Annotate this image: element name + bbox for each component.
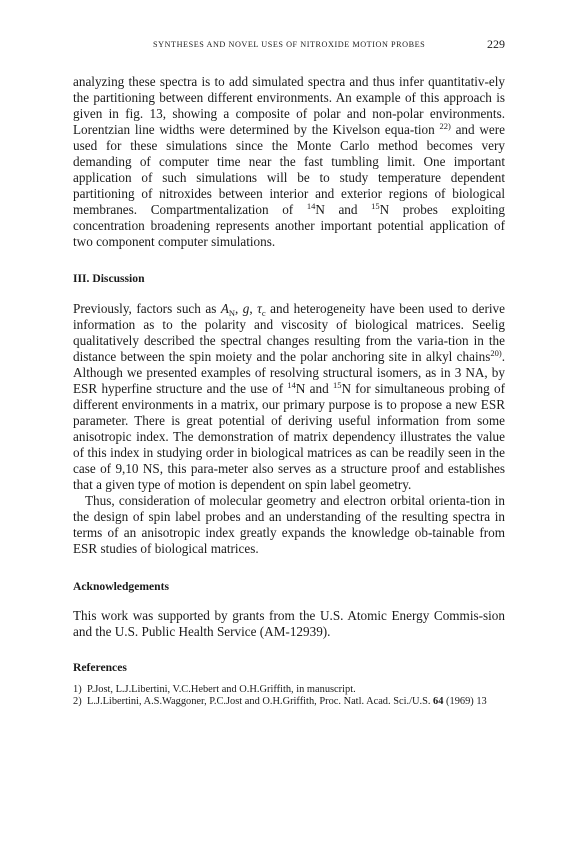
discussion-paragraph-2: Thus, consideration of molecular geometry and electron orbital orienta-tion in the design of spin label probes and an understanding of the resulting spectra in terms of an anisotropic index greatly expands the knowledge ob-tainable from ESR studies of biological matrices. — [73, 492, 505, 556]
symbol-tau: τ — [257, 301, 262, 317]
running-title: SYNTHESES AND NOVEL USES OF NITROXIDE MOTION PROBES — [153, 40, 426, 49]
reference-item: 2) L.J.Libertini, A.S.Waggoner, P.C.Jost and O.H.Griffith, Proc. Natl. Acad. Sci./U.S. 64 (1969) 13 — [73, 696, 487, 708]
isotope-14-mark: 14 — [306, 200, 316, 211]
isotope-15-mark: 15 — [371, 200, 380, 211]
discussion-paragraph-1: Previously, factors such as $A_N$, g, $\tau_c$ and heterogeneity have been used to derive information as to the polarity and viscosity of biological matrices. Seelig qualitatively described the spectral changes resulting from the varia-tion in the distance between the spin moiety and the polar anchoring site in alkyl chains$^{20)}$. Although we presented examples of resolving structural isomers, as in 3 NA, by ESR hyperfine structure and the use of $^{14}$N and $^{15}$N for simultaneous probing of different environments in a matrix, our primary purpose is to propose a new ESR parameter. There is great potential of deriving useful information from some anisotropic index. The demonstration of matrix dependency illustrates the value of this index in studying order in biological matrices as can be readily seen in the case of 9,10 NS, this para-meter also serves as a structure proof and establishes that a given type of motion is dependent on spin label geometry. — [73, 301, 506, 492]
journal-page — [73, 38, 505, 708]
citation-22: 22) — [439, 120, 451, 131]
running-header — [73, 38, 505, 54]
symbol-g: g — [242, 301, 250, 317]
references-heading: References — [73, 660, 127, 674]
acknowledgements-heading: Acknowledgements — [73, 579, 169, 593]
references-list — [73, 684, 505, 709]
discussion-heading: III. Discussion — [73, 272, 145, 286]
page-number: 229 — [487, 37, 505, 51]
reference-item: 1) P.Jost, L.J.Libertini, V.C.Hebert and O.H.Griffith, in manuscript. — [73, 683, 356, 695]
intro-paragraph: analyzing these spectra is to add simulated spectra and thus infer quantitativ-ely the partitioning between different environments. An example of this approach is given in fig. 13, showing a composite of polar and non-polar environments. Lorentzian line widths were determined by the Kivelson equa-tion $^{22)}$ and were used for these simulations since the Monte Carlo method becomes very demanding of computer time near the fast tumbling limit. One important application of such simulations will be to study temperature dependent partitioning of nitroxides between interior and exterior regions of biological membranes. Compartmentalization of $^{14}$N and $^{15}$N probes exploiting concentration broadening represents another important potential application of two component computer simulations. — [73, 74, 505, 249]
citation-20: 20) — [490, 348, 502, 359]
symbol-a: A — [220, 301, 229, 317]
acknowledgements-text: This work was supported by grants from the U.S. Atomic Energy Commis-sion and the U.S. Public Health Service (AM-12939). — [73, 607, 505, 639]
